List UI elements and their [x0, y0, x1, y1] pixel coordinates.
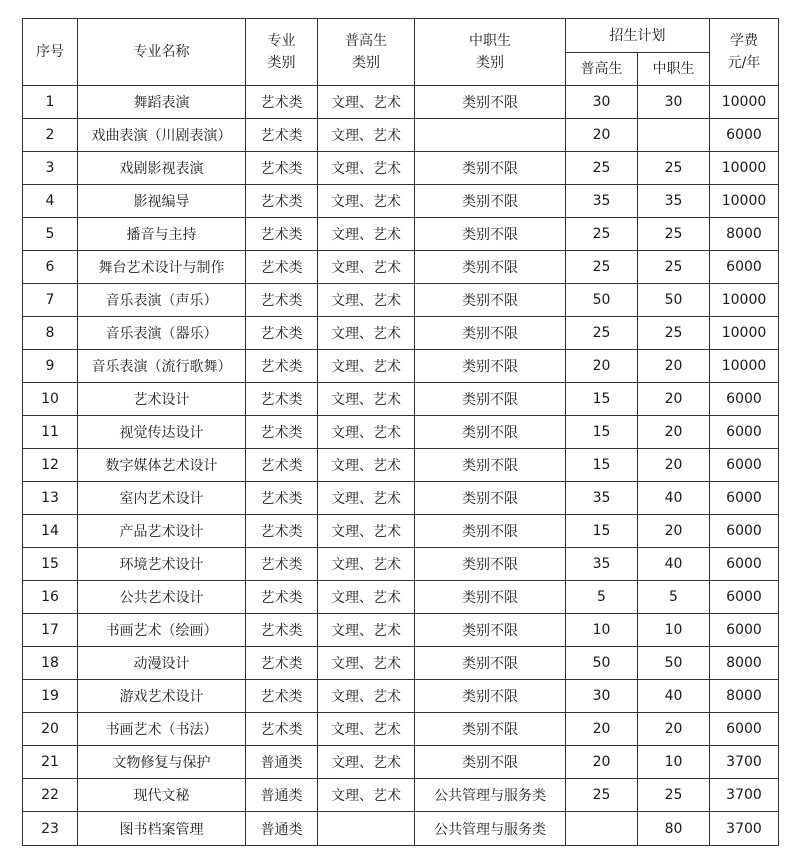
table-row — [23, 449, 779, 482]
cell-plan-vocational: 5 — [638, 581, 710, 614]
table-row — [23, 647, 779, 680]
cell-major-category: 艺术类 — [246, 350, 318, 383]
cell-highschool-category: 文理、艺术 — [318, 251, 415, 284]
table-row — [23, 152, 779, 185]
cell-tuition: 6000 — [710, 119, 779, 152]
cell-highschool-category: 文理、艺术 — [318, 350, 415, 383]
cell-plan-highschool: 25 — [566, 251, 638, 284]
cell-major-category: 艺术类 — [246, 416, 318, 449]
cell-tuition: 10000 — [710, 185, 779, 218]
table-row — [23, 383, 779, 416]
cell-major: 书画艺术（书法） — [78, 713, 246, 746]
table-row — [23, 581, 779, 614]
cell-vocational-category: 类别不限 — [415, 680, 566, 713]
table-row — [23, 548, 779, 581]
cell-vocational-category: 类别不限 — [415, 647, 566, 680]
cell-seq: 20 — [23, 713, 78, 746]
cell-major: 书画艺术（绘画） — [78, 614, 246, 647]
cell-plan-vocational: 20 — [638, 416, 710, 449]
cell-major-category: 艺术类 — [246, 680, 318, 713]
header-major-category-line1: 专业 — [267, 33, 296, 49]
cell-plan-highschool: 30 — [566, 86, 638, 119]
cell-plan-vocational: 50 — [638, 647, 710, 680]
cell-major: 影视编导 — [78, 185, 246, 218]
cell-highschool-category: 文理、艺术 — [318, 119, 415, 152]
table-row — [23, 614, 779, 647]
cell-major: 戏曲表演（川剧表演） — [78, 119, 246, 152]
cell-major: 舞蹈表演 — [78, 86, 246, 119]
cell-plan-highschool: 25 — [566, 317, 638, 350]
cell-highschool-category: 文理、艺术 — [318, 548, 415, 581]
table-row — [23, 515, 779, 548]
header-highschool-category-line2: 类别 — [352, 55, 380, 71]
cell-highschool-category: 文理、艺术 — [318, 581, 415, 614]
table-row — [23, 86, 779, 119]
cell-plan-vocational: 25 — [638, 152, 710, 185]
cell-major-category: 艺术类 — [246, 383, 318, 416]
header-plan-highschool: 普高生 — [566, 53, 638, 86]
cell-major: 戏剧影视表演 — [78, 152, 246, 185]
cell-major: 环境艺术设计 — [78, 548, 246, 581]
header-enrollment-plan: 招生计划 — [566, 19, 710, 53]
cell-plan-highschool: 20 — [566, 119, 638, 152]
cell-tuition: 6000 — [710, 515, 779, 548]
cell-tuition: 10000 — [710, 86, 779, 119]
cell-plan-highschool: 10 — [566, 614, 638, 647]
cell-plan-highschool: 50 — [566, 647, 638, 680]
cell-highschool-category: 文理、艺术 — [318, 218, 415, 251]
cell-plan-highschool: 20 — [566, 350, 638, 383]
cell-vocational-category: 类别不限 — [415, 614, 566, 647]
cell-tuition: 10000 — [710, 284, 779, 317]
cell-highschool-category: 文理、艺术 — [318, 317, 415, 350]
cell-plan-highschool: 15 — [566, 515, 638, 548]
table-row — [23, 680, 779, 713]
cell-vocational-category: 类别不限 — [415, 350, 566, 383]
cell-major-category: 艺术类 — [246, 152, 318, 185]
cell-plan-highschool: 15 — [566, 383, 638, 416]
cell-seq: 6 — [23, 251, 78, 284]
cell-plan-vocational: 25 — [638, 317, 710, 350]
cell-seq: 5 — [23, 218, 78, 251]
table-row — [23, 251, 779, 284]
table-row — [23, 350, 779, 383]
cell-major-category: 艺术类 — [246, 86, 318, 119]
cell-highschool-category: 文理、艺术 — [318, 284, 415, 317]
cell-plan-vocational: 20 — [638, 449, 710, 482]
cell-plan-vocational: 80 — [638, 812, 710, 846]
cell-vocational-category — [415, 119, 566, 152]
cell-seq: 8 — [23, 317, 78, 350]
cell-major-category: 艺术类 — [246, 713, 318, 746]
header-vocational-category — [415, 19, 566, 86]
cell-major-category: 艺术类 — [246, 284, 318, 317]
cell-tuition: 3700 — [710, 779, 779, 812]
cell-plan-highschool: 35 — [566, 185, 638, 218]
cell-tuition: 6000 — [710, 449, 779, 482]
cell-major: 播音与主持 — [78, 218, 246, 251]
header-vocational-category-line2: 类别 — [476, 55, 504, 71]
cell-highschool-category: 文理、艺术 — [318, 449, 415, 482]
cell-plan-highschool: 25 — [566, 152, 638, 185]
cell-vocational-category: 类别不限 — [415, 218, 566, 251]
cell-major: 现代文秘 — [78, 779, 246, 812]
cell-major-category: 艺术类 — [246, 647, 318, 680]
cell-major-category: 艺术类 — [246, 218, 318, 251]
cell-major-category: 普通类 — [246, 812, 318, 846]
cell-major-category: 艺术类 — [246, 449, 318, 482]
cell-plan-highschool: 15 — [566, 416, 638, 449]
table-row — [23, 746, 779, 779]
enrollment-plan-table — [22, 18, 779, 846]
cell-tuition: 10000 — [710, 152, 779, 185]
table-row — [23, 779, 779, 812]
header-row-1 — [23, 19, 779, 53]
cell-major: 图书档案管理 — [78, 812, 246, 846]
cell-major: 音乐表演（器乐） — [78, 317, 246, 350]
cell-seq: 4 — [23, 185, 78, 218]
cell-vocational-category: 类别不限 — [415, 185, 566, 218]
cell-plan-vocational: 40 — [638, 482, 710, 515]
table-row — [23, 218, 779, 251]
table-row — [23, 185, 779, 218]
cell-vocational-category: 公共管理与服务类 — [415, 779, 566, 812]
cell-tuition: 6000 — [710, 713, 779, 746]
cell-tuition: 8000 — [710, 647, 779, 680]
cell-major-category: 艺术类 — [246, 614, 318, 647]
cell-major-category: 普通类 — [246, 779, 318, 812]
cell-vocational-category: 类别不限 — [415, 449, 566, 482]
cell-highschool-category: 文理、艺术 — [318, 746, 415, 779]
cell-vocational-category: 类别不限 — [415, 152, 566, 185]
cell-major: 产品艺术设计 — [78, 515, 246, 548]
cell-seq: 22 — [23, 779, 78, 812]
cell-major-category: 艺术类 — [246, 548, 318, 581]
cell-seq: 23 — [23, 812, 78, 846]
cell-plan-highschool: 15 — [566, 449, 638, 482]
cell-plan-vocational: 10 — [638, 746, 710, 779]
cell-seq: 1 — [23, 86, 78, 119]
cell-seq: 16 — [23, 581, 78, 614]
table-row — [23, 482, 779, 515]
cell-plan-vocational: 35 — [638, 185, 710, 218]
cell-tuition: 10000 — [710, 350, 779, 383]
header-vocational-category-line1: 中职生 — [469, 33, 511, 49]
cell-seq: 10 — [23, 383, 78, 416]
cell-plan-highschool: 20 — [566, 713, 638, 746]
cell-plan-vocational: 40 — [638, 680, 710, 713]
cell-plan-vocational: 20 — [638, 383, 710, 416]
cell-highschool-category: 文理、艺术 — [318, 152, 415, 185]
header-highschool-category-line1: 普高生 — [345, 33, 387, 49]
cell-plan-highschool: 5 — [566, 581, 638, 614]
cell-plan-vocational: 40 — [638, 548, 710, 581]
cell-seq: 15 — [23, 548, 78, 581]
cell-highschool-category: 文理、艺术 — [318, 647, 415, 680]
cell-highschool-category: 文理、艺术 — [318, 614, 415, 647]
cell-major: 动漫设计 — [78, 647, 246, 680]
cell-highschool-category: 文理、艺术 — [318, 86, 415, 119]
cell-seq: 14 — [23, 515, 78, 548]
cell-seq: 11 — [23, 416, 78, 449]
cell-seq: 19 — [23, 680, 78, 713]
cell-major-category: 艺术类 — [246, 185, 318, 218]
cell-tuition: 6000 — [710, 614, 779, 647]
cell-highschool-category: 文理、艺术 — [318, 383, 415, 416]
cell-tuition: 8000 — [710, 680, 779, 713]
cell-plan-highschool: 25 — [566, 779, 638, 812]
cell-plan-vocational: 20 — [638, 713, 710, 746]
cell-major-category: 普通类 — [246, 746, 318, 779]
table-row — [23, 416, 779, 449]
cell-major: 视觉传达设计 — [78, 416, 246, 449]
table-row — [23, 119, 779, 152]
cell-plan-vocational: 50 — [638, 284, 710, 317]
cell-plan-vocational — [638, 119, 710, 152]
cell-tuition: 6000 — [710, 251, 779, 284]
cell-seq: 13 — [23, 482, 78, 515]
header-tuition-line2: 元/年 — [727, 55, 761, 71]
cell-highschool-category: 文理、艺术 — [318, 185, 415, 218]
cell-plan-vocational: 30 — [638, 86, 710, 119]
cell-tuition: 6000 — [710, 581, 779, 614]
cell-vocational-category: 类别不限 — [415, 317, 566, 350]
cell-tuition: 6000 — [710, 548, 779, 581]
cell-major: 文物修复与保护 — [78, 746, 246, 779]
cell-vocational-category: 类别不限 — [415, 746, 566, 779]
cell-tuition: 3700 — [710, 812, 779, 846]
cell-vocational-category: 类别不限 — [415, 383, 566, 416]
cell-vocational-category: 类别不限 — [415, 416, 566, 449]
cell-major-category: 艺术类 — [246, 515, 318, 548]
cell-major: 艺术设计 — [78, 383, 246, 416]
cell-plan-highschool: 50 — [566, 284, 638, 317]
cell-tuition: 10000 — [710, 317, 779, 350]
cell-seq: 7 — [23, 284, 78, 317]
cell-major: 公共艺术设计 — [78, 581, 246, 614]
table-row — [23, 812, 779, 846]
cell-vocational-category: 类别不限 — [415, 482, 566, 515]
cell-major-category: 艺术类 — [246, 482, 318, 515]
cell-vocational-category: 类别不限 — [415, 713, 566, 746]
cell-vocational-category: 类别不限 — [415, 515, 566, 548]
cell-vocational-category: 类别不限 — [415, 548, 566, 581]
cell-highschool-category: 文理、艺术 — [318, 779, 415, 812]
cell-tuition: 8000 — [710, 218, 779, 251]
cell-plan-vocational: 20 — [638, 350, 710, 383]
cell-highschool-category: 文理、艺术 — [318, 482, 415, 515]
header-tuition — [710, 19, 779, 86]
cell-seq: 9 — [23, 350, 78, 383]
cell-major: 游戏艺术设计 — [78, 680, 246, 713]
cell-plan-vocational: 25 — [638, 779, 710, 812]
cell-vocational-category: 类别不限 — [415, 251, 566, 284]
cell-plan-highschool: 35 — [566, 482, 638, 515]
cell-vocational-category: 公共管理与服务类 — [415, 812, 566, 846]
table-body — [23, 86, 779, 846]
table-row — [23, 713, 779, 746]
cell-plan-vocational: 25 — [638, 218, 710, 251]
cell-seq: 21 — [23, 746, 78, 779]
cell-plan-highschool — [566, 812, 638, 846]
cell-highschool-category: 文理、艺术 — [318, 416, 415, 449]
cell-plan-vocational: 25 — [638, 251, 710, 284]
cell-plan-vocational: 20 — [638, 515, 710, 548]
cell-seq: 3 — [23, 152, 78, 185]
header-major: 专业名称 — [78, 19, 246, 86]
cell-plan-highschool: 20 — [566, 746, 638, 779]
table-row — [23, 284, 779, 317]
cell-major: 音乐表演（声乐） — [78, 284, 246, 317]
cell-plan-highschool: 35 — [566, 548, 638, 581]
cell-seq: 17 — [23, 614, 78, 647]
header-major-category — [246, 19, 318, 86]
table-row — [23, 317, 779, 350]
cell-seq: 12 — [23, 449, 78, 482]
cell-plan-vocational: 10 — [638, 614, 710, 647]
cell-vocational-category: 类别不限 — [415, 86, 566, 119]
cell-major: 室内艺术设计 — [78, 482, 246, 515]
cell-tuition: 6000 — [710, 383, 779, 416]
header-highschool-category — [318, 19, 415, 86]
cell-highschool-category: 文理、艺术 — [318, 713, 415, 746]
cell-seq: 18 — [23, 647, 78, 680]
cell-highschool-category: 文理、艺术 — [318, 515, 415, 548]
cell-highschool-category — [318, 812, 415, 846]
cell-tuition: 6000 — [710, 482, 779, 515]
cell-plan-highschool: 30 — [566, 680, 638, 713]
header-seq: 序号 — [23, 19, 78, 86]
cell-major: 舞台艺术设计与制作 — [78, 251, 246, 284]
cell-major-category: 艺术类 — [246, 119, 318, 152]
cell-vocational-category: 类别不限 — [415, 284, 566, 317]
cell-tuition: 6000 — [710, 416, 779, 449]
cell-major-category: 艺术类 — [246, 317, 318, 350]
cell-seq: 2 — [23, 119, 78, 152]
header-plan-vocational: 中职生 — [638, 53, 710, 86]
header-tuition-line1: 学费 — [730, 33, 758, 49]
cell-major: 音乐表演（流行歌舞） — [78, 350, 246, 383]
cell-major-category: 艺术类 — [246, 581, 318, 614]
cell-major: 数字媒体艺术设计 — [78, 449, 246, 482]
cell-major-category: 艺术类 — [246, 251, 318, 284]
cell-vocational-category: 类别不限 — [415, 581, 566, 614]
cell-plan-highschool: 25 — [566, 218, 638, 251]
header-major-category-line2: 类别 — [267, 55, 296, 71]
cell-highschool-category: 文理、艺术 — [318, 680, 415, 713]
cell-tuition: 3700 — [710, 746, 779, 779]
